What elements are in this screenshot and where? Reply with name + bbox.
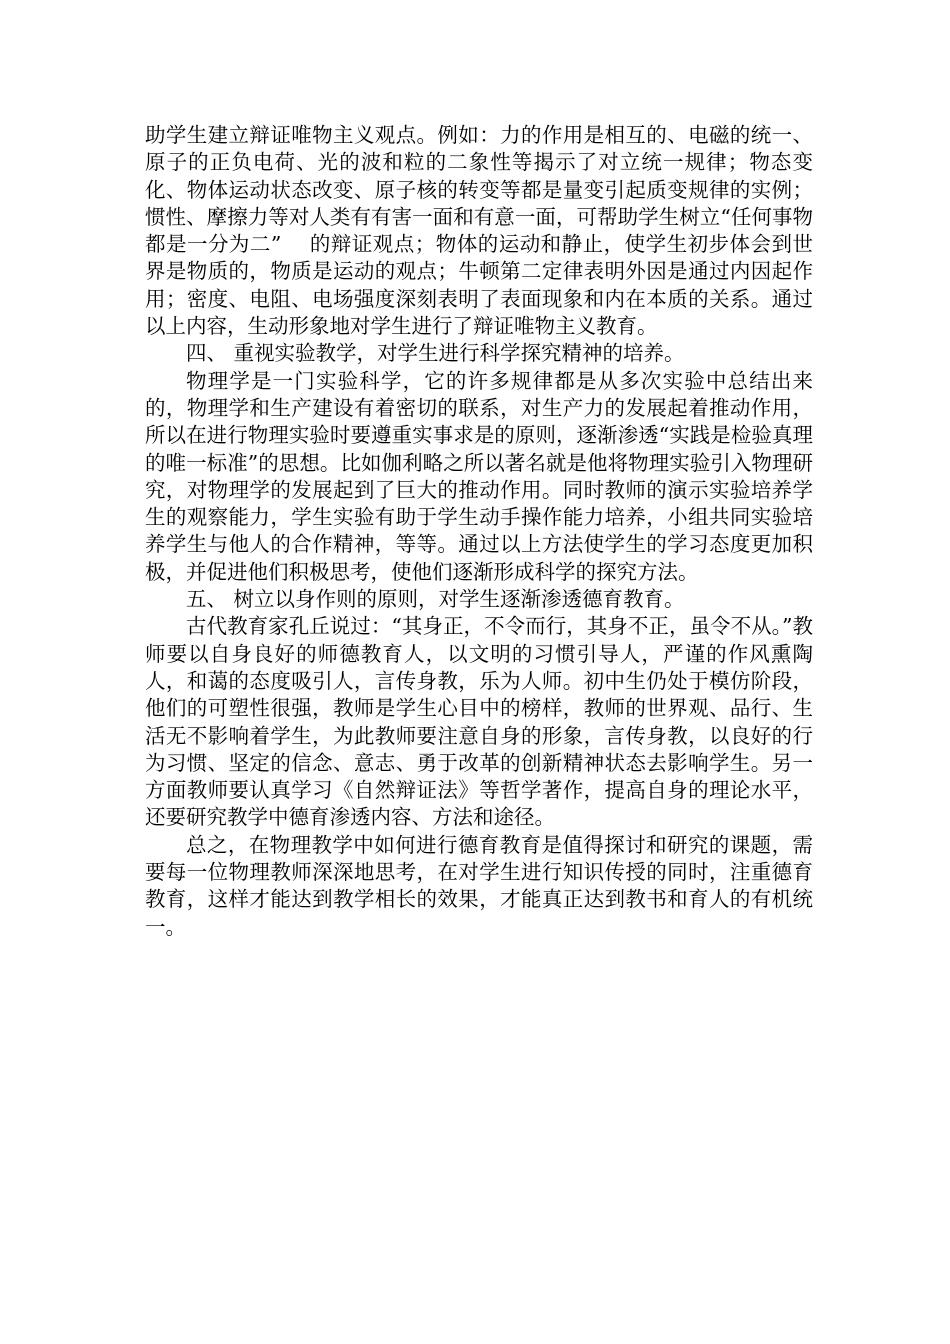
paragraph-conclusion: 总之，在物理教学中如何进行德育教育是值得探讨和研究的课题，需要每一位物理教师深深地思考，在对学生进行知识传授的同时，注重德育教育，这样才能达到教学相长的效果，才能真正达到教书和育人的有机统一。 <box>145 832 813 939</box>
section-heading-five: 五、 树立以身作则的原则，对学生逐渐渗透德育教育。 <box>186 587 685 612</box>
document-page <box>145 122 834 941</box>
paragraph-lead-by-example: 古代教育家孔丘说过：“其身正，不令而行，其身不正，虽令不从。”教师要以自身良好的师德教育人，以文明的习惯引导人，严谨的作风熏陶人，和蔼的态度吸引人，言传身教，乐为人师。初中生仍处于模仿阶段，他们的可塑性很强，教师是学生心目中的榜样，教师的世界观、品行、生活无不影响着学生，为此教师要注意自身的形象，言传身教，以良好的行为习惯、坚定的信念、意志、勇于改革的创新精神状态去影响学生。另一方面教师要认真学习《自然辩证法》等哲学著作，提高自身的理论水平，还要研究教学中德育渗透内容、方法和途径。 <box>145 614 813 830</box>
paragraph-dialectics-continuation: 助学生建立辩证唯物主义观点。例如：力的作用是相互的、电磁的统一、原子的正负电荷、光的波和粒的二象性等揭示了对立统一规律；物态变化、物体运动状态改变、原子核的转变等都是量变引起质变规律的实例；惯性、摩擦力等对人类有有害一面和有意一面，可帮助学生树立“任何事物都是一分为二” 的辩证观点；物体的运动和静止，使学生初步体会到世界是物质的，物质是运动的观点；牛顿第二定律表明外因是通过内因起作用；密度、电阻、电场强度深刻表明了表面现象和内在本质的关系。通过以上内容，生动形象地对学生进行了辩证唯物主义教育。 <box>145 123 813 339</box>
paragraph-experiment-teaching: 物理学是一门实验科学，它的许多规律都是从多次实验中总结出来 的，物理学和生产建设有着密切的联系，对生产力的发展起着推动作用，所以在进行物理实验时要遵重实事求是的原则，逐渐渗透“实践是检验真理的唯一标准”的思想。比如伽利略之所以著名就是他将物理实验引入物理研究，对物理学的发展起到了巨大的推动作用。同时教师的演示实验培养学生的观察能力，学生实验有助于学生动手操作能力培养，小组共同实验培养学生与他人的合作精神，等等。通过以上方法使学生的学习态度更加积极，并促进他们积极思考，使他们逐渐形成科学的探究方法。 <box>145 368 834 584</box>
section-heading-four: 四、 重视实验教学，对学生进行科学探究精神的培养。 <box>186 341 685 366</box>
